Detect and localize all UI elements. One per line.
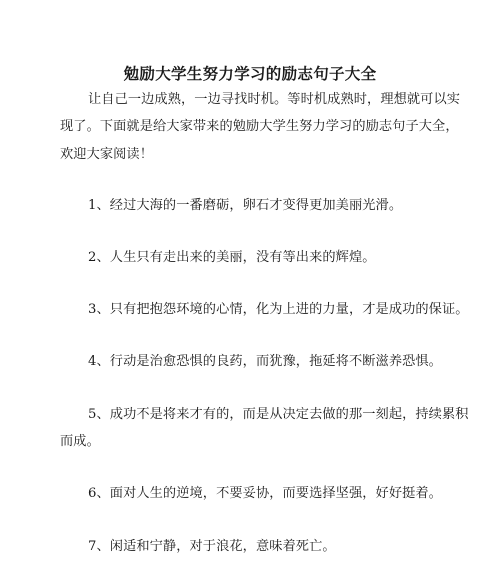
quote-item-6: 6、面对人生的逆境，不要妥协，而要选择坚强，好好挺着。 xyxy=(88,486,442,501)
quote-item-3: 3、只有把抱怨环境的心情，化为上进的力量，才是成功的保证。 xyxy=(88,302,469,317)
quote-item-2: 2、人生只有走出来的美丽，没有等出来的辉煌。 xyxy=(88,250,376,265)
intro-line-3: 欢迎大家阅读！ xyxy=(60,147,154,162)
intro-line-2: 现了。下面就是给大家带来的勉励大学生努力学习的励志句子大全， xyxy=(60,119,459,134)
quote-item-5-line-1: 5、成功不是将来才有的，而是从决定去做的那一刻起，持续累积 xyxy=(88,407,469,422)
quote-item-4: 4、行动是治愈恐惧的良药，而犹豫，拖延将不断滋养恐惧。 xyxy=(88,354,442,369)
quote-item-7: 7、闲适和宁静，对于浪花，意味着死亡。 xyxy=(88,539,336,554)
quote-item-1: 1、经过大海的一番磨砺，卵石才变得更加美丽光滑。 xyxy=(88,198,403,213)
document-title: 勉励大学生努力学习的励志句子大全 xyxy=(123,64,377,83)
intro-line-1: 让自己一边成熟，一边寻找时机。等时机成熟时，理想就可以实 xyxy=(88,92,461,107)
quote-item-5-line-2: 而成。 xyxy=(60,434,100,449)
